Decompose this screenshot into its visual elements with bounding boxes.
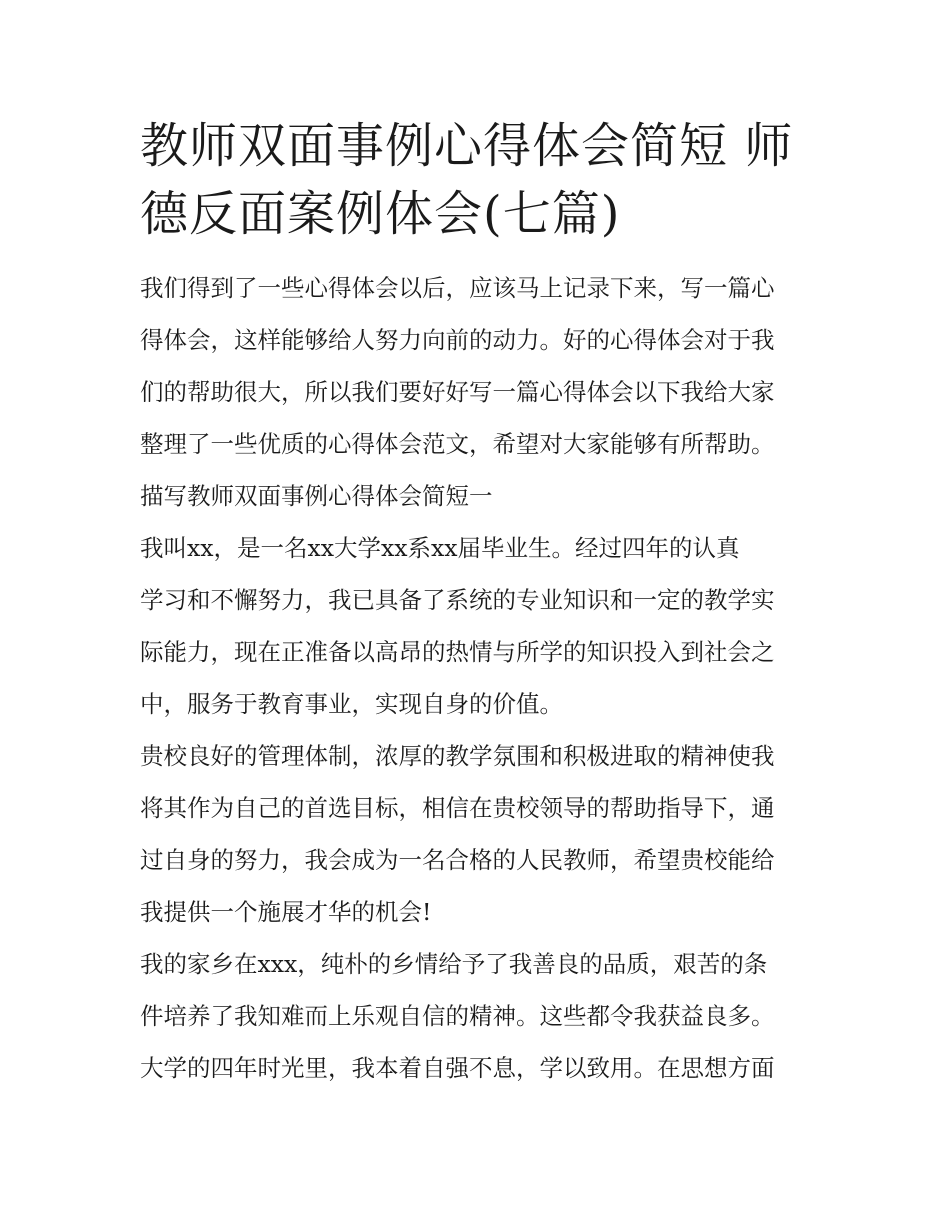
body-line: 大学的四年时光里，我本着自强不息，学以致用。在思想方面 (140, 1054, 775, 1082)
title-line-1: 教师双面事例心得体会简短 师 (140, 118, 794, 174)
body-line: 中，服务于教育事业，实现自身的价值。 (140, 690, 563, 718)
body-line: 件培养了我知难而上乐观自信的精神。这些都令我获益良多。 (140, 1002, 775, 1030)
body-line: 得体会，这样能够给人努力向前的动力。好的心得体会对于我 (140, 326, 775, 354)
body-line: 贵校良好的管理体制，浓厚的教学氛围和积极进取的精神使我 (140, 742, 775, 770)
body-line: 学习和不懈努力，我已具备了系统的专业知识和一定的教学实 (140, 586, 775, 614)
body-line: 将其作为自己的首选目标，相信在贵校领导的帮助指导下，通 (140, 794, 775, 822)
body-line: 际能力，现在正准备以高昂的热情与所学的知识投入到社会之 (140, 638, 775, 666)
body-line: 过自身的努力，我会成为一名合格的人民教师，希望贵校能给 (140, 846, 775, 874)
body-line: 我的家乡在xxx，纯朴的乡情给予了我善良的品质，艰苦的条 (140, 950, 768, 978)
body-line: 整理了一些优质的心得体会范文，希望对大家能够有所帮助。 (140, 430, 775, 458)
body-line: 我叫xx，是一名xx大学xx系xx届毕业生。经过四年的认真 (140, 534, 740, 562)
body-line: 们的帮助很大，所以我们要好好写一篇心得体会以下我给大家 (140, 378, 775, 406)
body-line: 我提供一个施展才华的机会! (140, 898, 432, 926)
section-heading: 描写教师双面事例心得体会简短一 (140, 482, 493, 510)
document-title (140, 112, 812, 248)
body-line: 我们得到了一些心得体会以后，应该马上记录下来，写一篇心 (140, 274, 775, 302)
title-line-2: 德反面案例体会(七篇) (140, 186, 621, 242)
document-page (140, 112, 812, 1094)
document-body (140, 262, 812, 1094)
